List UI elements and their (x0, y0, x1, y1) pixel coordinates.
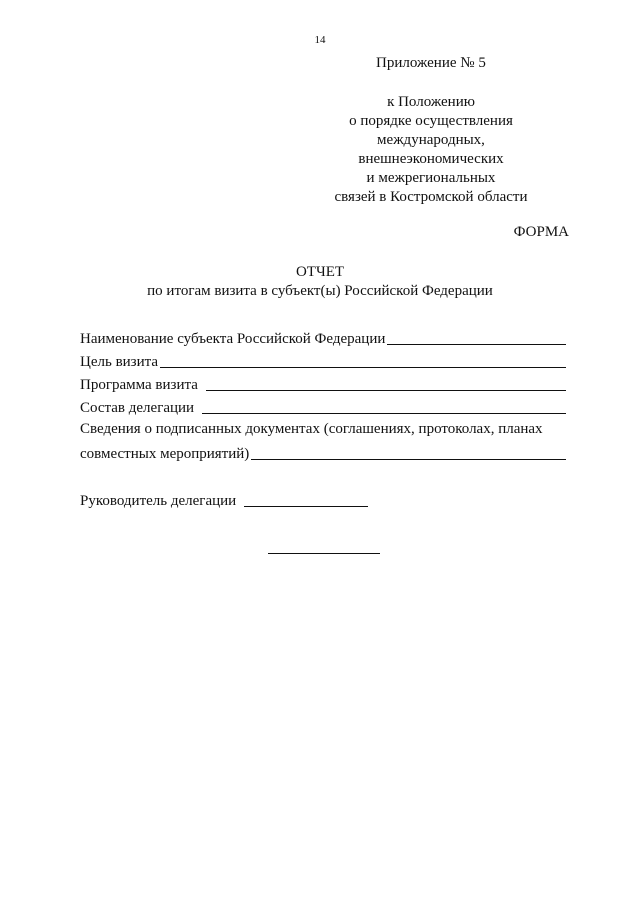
form-label: ФОРМА (513, 224, 569, 240)
visit-program-label: Программа визита (80, 377, 198, 393)
visit-program-field[interactable] (80, 375, 566, 394)
subject-name-label: Наименование субъекта Российской Федерации (80, 331, 386, 347)
end-of-form-divider (268, 553, 380, 554)
documents-field[interactable] (80, 444, 566, 463)
delegation-label: Состав делегации (80, 400, 195, 416)
delegation-blank-line[interactable] (202, 413, 566, 414)
documents-label-line2: совместных мероприятий) (80, 446, 250, 462)
visit-purpose-field[interactable] (80, 352, 566, 371)
page-number: 14 (314, 34, 326, 46)
appendix-reference (300, 93, 562, 207)
subject-name-blank-line[interactable] (387, 344, 566, 345)
visit-program-blank-line[interactable] (206, 390, 566, 391)
appendix-line: международных, (377, 132, 485, 148)
visit-purpose-blank-line[interactable] (160, 367, 566, 368)
appendix-line: к Положению (387, 94, 475, 110)
visit-purpose-label: Цель визита (80, 354, 159, 370)
documents-label-line1: Сведения о подписанных документах (соглашениях, протоколах, планах (80, 421, 543, 437)
appendix-line: о порядке осуществления (349, 113, 513, 129)
report-subtitle: по итогам визита в субъект(ы) Российской Федерации (147, 283, 493, 299)
delegation-head-blank-line[interactable] (244, 506, 368, 507)
report-title: ОТЧЕТ (295, 264, 345, 280)
delegation-head-signature[interactable] (80, 491, 368, 510)
documents-blank-line[interactable] (251, 459, 566, 460)
subject-name-field[interactable] (80, 329, 566, 348)
delegation-head-label: Руководитель делегации (80, 493, 237, 509)
appendix-line: связей в Костромской области (334, 189, 528, 205)
report-heading (0, 263, 640, 301)
appendix-line: и межрегиональных (366, 170, 496, 186)
appendix-title: Приложение № 5 (376, 55, 486, 71)
appendix-line: внешнеэкономических (358, 151, 504, 167)
delegation-field[interactable] (80, 398, 566, 417)
